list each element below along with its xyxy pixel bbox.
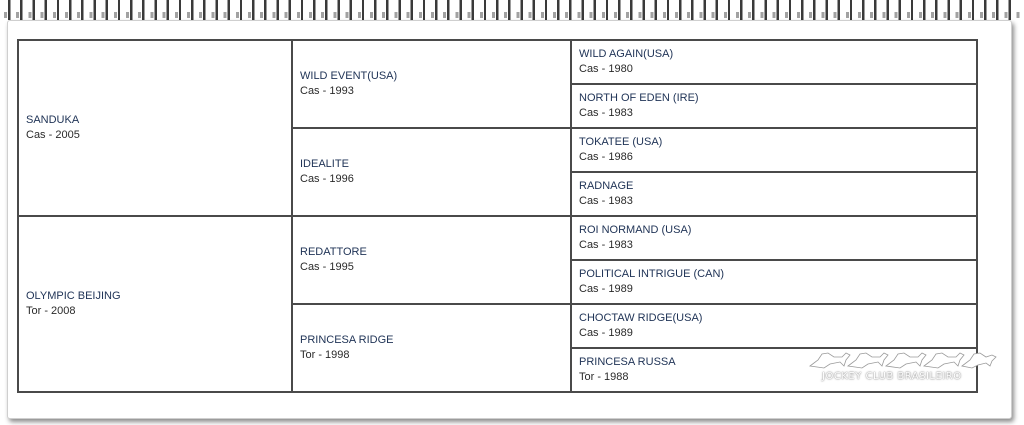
horse-detail: Cas - 1983: [579, 107, 633, 119]
horse-name[interactable]: PRINCESA RIDGE: [300, 334, 394, 346]
horse-name[interactable]: TOKATEE (USA): [579, 136, 663, 148]
horse-detail: Cas - 1986: [579, 151, 633, 163]
horse-detail: Cas - 1989: [579, 283, 633, 295]
gen2-cell[interactable]: [292, 40, 571, 128]
horse-detail: Cas - 1993: [300, 85, 354, 97]
gen2-cell[interactable]: [292, 304, 571, 392]
horse-detail: Cas - 1983: [579, 195, 633, 207]
horse-detail: Tor - 1998: [300, 349, 350, 361]
gen3-cell[interactable]: [571, 84, 977, 128]
horse-detail: Cas - 2005: [26, 129, 80, 141]
watermark-text: JOCKEY CLUB BRASILEIRO: [822, 371, 962, 382]
gen1-cell-dam[interactable]: [18, 216, 292, 392]
gen3-cell[interactable]: [571, 172, 977, 216]
gen1-cell-sire[interactable]: [18, 40, 292, 216]
horse-name[interactable]: WILD EVENT(USA): [300, 70, 398, 82]
horse-name[interactable]: IDEALITE: [300, 158, 349, 170]
gen3-cell[interactable]: [571, 128, 977, 172]
horse-detail: Cas - 1996: [300, 173, 354, 185]
gen2-cell[interactable]: [292, 216, 571, 304]
gen3-cell[interactable]: [571, 40, 977, 84]
horse-name[interactable]: CHOCTAW RIDGE(USA): [579, 312, 703, 324]
horse-name[interactable]: REDATTORE: [300, 246, 367, 258]
horse-name[interactable]: WILD AGAIN(USA): [579, 48, 674, 60]
horse-name[interactable]: SANDUKA: [26, 114, 80, 126]
spiral-holes: [4, 12, 1020, 18]
horse-detail: Tor - 2008: [26, 305, 76, 317]
horse-name[interactable]: PRINCESA RUSSA: [579, 356, 676, 368]
horse-detail: Cas - 1989: [579, 327, 633, 339]
horse-detail: Tor - 1988: [579, 371, 629, 383]
pedigree-table: [17, 39, 978, 393]
horse-name[interactable]: RADNAGE: [579, 180, 634, 192]
gen3-cell[interactable]: [571, 260, 977, 304]
horse-detail: Cas - 1980: [579, 63, 633, 75]
horse-detail: Cas - 1983: [579, 239, 633, 251]
gen3-cell[interactable]: [571, 348, 977, 392]
horse-name[interactable]: NORTH OF EDEN (IRE): [579, 92, 699, 104]
gen3-cell[interactable]: [571, 216, 977, 260]
horse-name[interactable]: ROI NORMAND (USA): [579, 224, 692, 236]
gen3-cell[interactable]: [571, 304, 977, 348]
horse-name[interactable]: POLITICAL INTRIGUE (CAN): [579, 268, 725, 280]
horse-name[interactable]: OLYMPIC BEIJING: [26, 290, 121, 302]
horse-detail: Cas - 1995: [300, 261, 354, 273]
gen2-cell[interactable]: [292, 128, 571, 216]
